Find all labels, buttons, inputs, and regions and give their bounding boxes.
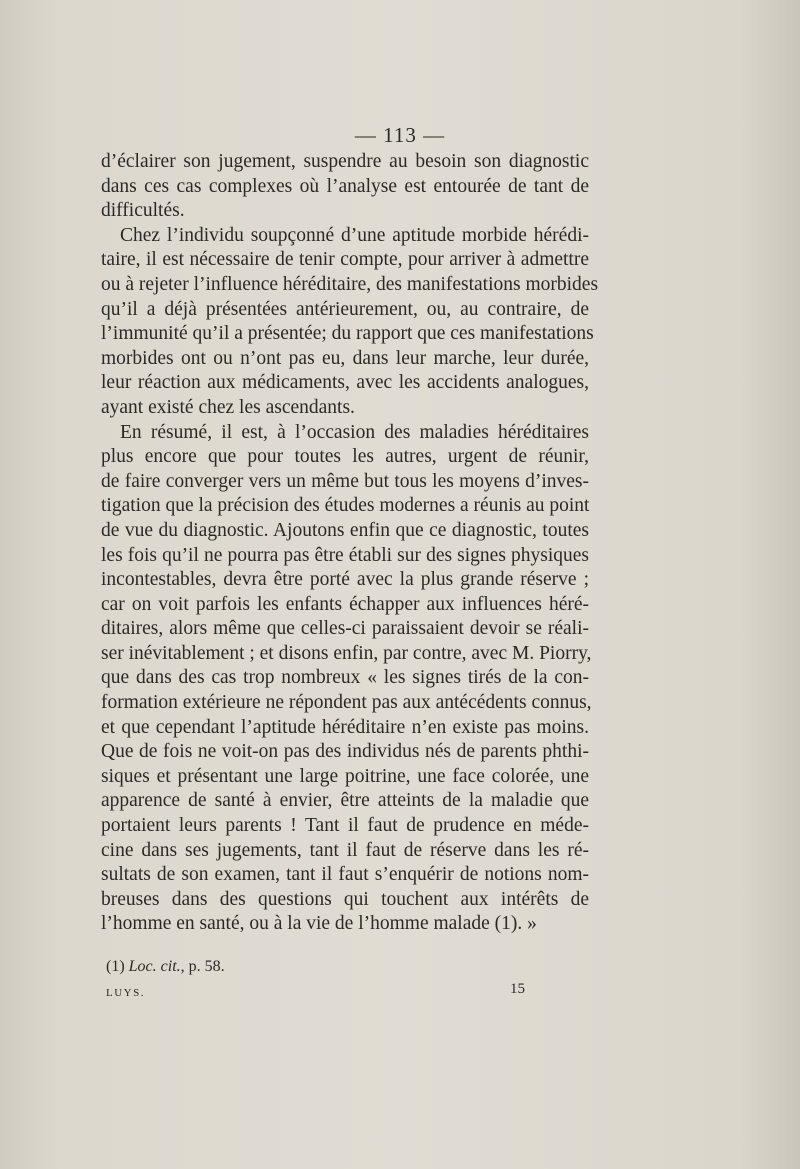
text-line: que dans des cas trop nombreux « les signes tirés de la con- (101, 667, 589, 689)
footnote-marker: (1) (106, 958, 125, 975)
footnote-page: , p. 58. (180, 958, 225, 975)
text-line: sultats de son examen, tant il faut s’enquérir de notions nom- (101, 864, 589, 886)
text-line: de vue du diagnostic. Ajoutons enfin que ce diagnostic, toutes (101, 519, 589, 541)
text-line: En résumé, il est, à l’occasion des maladies héréditaires (120, 421, 589, 443)
text-line: plus encore que pour toutes les autres, urgent de réunir, (101, 446, 589, 468)
text-line: morbides ont ou n’ont pas eu, dans leur marche, leur durée, (101, 347, 589, 369)
text-line: dans ces cas complexes où l’analyse est entourée de tant de (101, 175, 589, 197)
text-line: de faire converger vers un même but tous les moyens d’inves- (101, 470, 589, 492)
body-text (101, 150, 599, 937)
page-number: — 113 — (354, 123, 446, 147)
text-line: portaient leurs parents ! Tant il faut de prudence en méde- (101, 815, 589, 837)
text-line: incontestables, devra être porté avec la plus grande réserve ; (101, 569, 589, 591)
text-line: leur réaction aux médicaments, avec les accidents analogues, (101, 372, 589, 394)
text-line: et que cependant l’aptitude héréditaire n’en existe pas moins. (101, 716, 589, 738)
footnote (106, 958, 225, 976)
text-line: qu’il a déjà présentées antérieurement, ou, au contraire, de (101, 298, 589, 320)
text-line: ayant existé chez les ascendants. (101, 396, 355, 418)
text-line: les fois qu’il ne pourra pas être établi sur des signes physiques (101, 544, 589, 566)
text-line: Que de fois ne voit-on pas des individus nés de parents phthi- (101, 741, 589, 763)
text-line: formation extérieure ne répondent pas aux antécédents connus, (101, 692, 592, 714)
text-line: cine dans ses jugements, tant il faut de réserve dans les ré- (101, 839, 589, 861)
text-line: l’homme en santé, ou à la vie de l’homme malade (1). » (101, 913, 537, 935)
text-line: Chez l’individu soupçonné d’une aptitude morbide hérédi- (120, 224, 589, 246)
text-line: l’immunité qu’il a présentée; du rapport que ces manifestations (101, 323, 594, 345)
text-line: d’éclairer son jugement, suspendre au besoin son diagnostic (101, 151, 589, 172)
text-line: difficultés. (101, 200, 185, 222)
text-line: breuses dans des questions qui touchent aux intérêts de (101, 888, 589, 910)
text-line: tigation que la précision des études modernes a réunis au point (101, 495, 590, 517)
footnote-citation: Loc. cit. (128, 958, 181, 975)
text-line: car on voit parfois les enfants échapper aux influences héré- (101, 593, 589, 615)
printer-signature: LUYS. (106, 987, 145, 999)
text-line: taire, il est nécessaire de tenir compte, pour arriver à admettre (101, 249, 589, 271)
text-line: ou à rejeter l’influence héréditaire, des manifestations morbides (101, 273, 599, 295)
text-line: ditaires, alors même que celles-ci paraissaient devoir se réali- (101, 618, 589, 640)
text-line: siques et présentant une large poitrine, une face colorée, une (101, 765, 589, 787)
text-line: ser inévitablement ; et disons enfin, par contre, avec M. Piorry, (101, 642, 592, 664)
sheet-number: 15 (510, 981, 525, 997)
text-line: apparence de santé à envier, être atteints de la maladie que (101, 790, 589, 812)
